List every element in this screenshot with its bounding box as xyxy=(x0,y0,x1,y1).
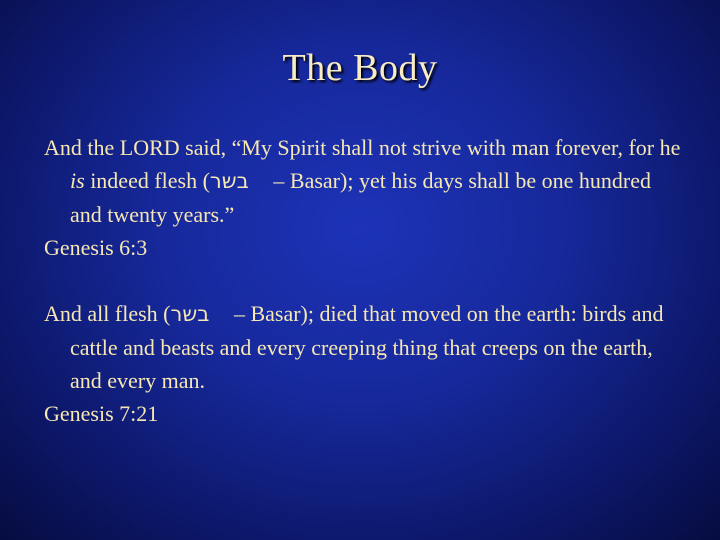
hebrew-word: בשר xyxy=(209,169,249,193)
verse-reference: Genesis 6:3 xyxy=(44,235,148,260)
verse-text-middle: indeed flesh ( xyxy=(84,168,210,193)
slide-title: The Body xyxy=(282,47,438,89)
verse-text-end: – Basar); yet his days shall be one hundred and twenty years.” xyxy=(70,168,651,227)
verse-reference: Genesis 7:21 xyxy=(44,401,159,426)
hebrew-word: בשר xyxy=(170,302,210,326)
verse-text-start: And the LORD said, “My Spirit shall not strive with man forever, for he xyxy=(44,135,681,160)
verse-italic-word: is xyxy=(70,168,85,193)
verse-genesis-6-3 xyxy=(44,131,684,231)
verse-genesis-7-21 xyxy=(44,297,684,397)
spacer xyxy=(44,264,684,297)
verse-text-end: – Basar); died that moved on the earth: birds and cattle and beasts and every creeping thing that creeps on the earth, and every man. xyxy=(70,301,664,393)
verse-text-start: And all flesh ( xyxy=(44,301,171,326)
slide-body xyxy=(44,131,684,430)
